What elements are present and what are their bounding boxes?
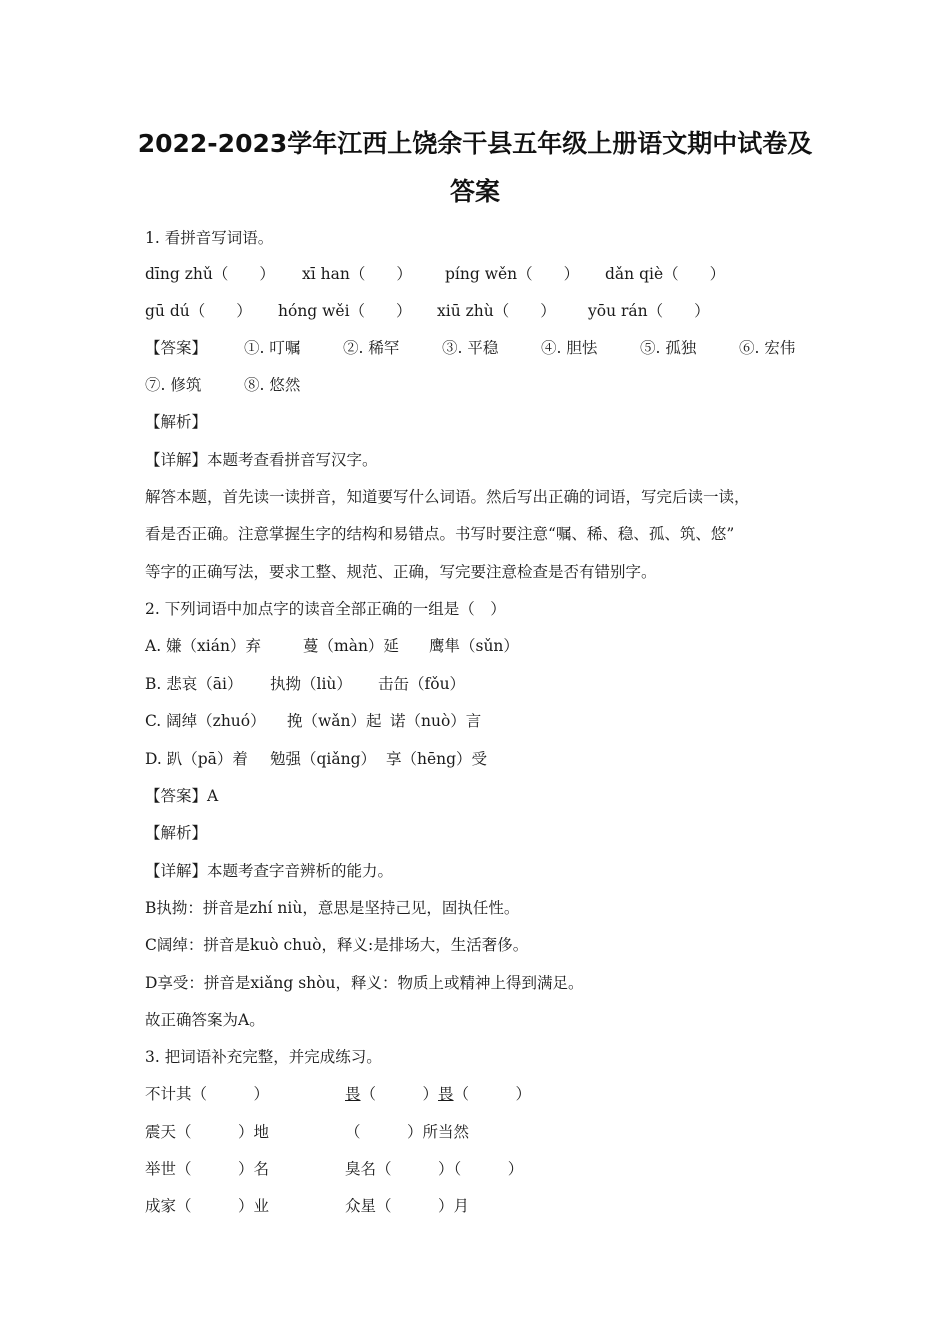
- q3-prompt: 3. 把词语补充完整，并完成练习。: [145, 1048, 382, 1066]
- q3-row-2: [145, 1120, 645, 1142]
- answer-item: ①. 叮嘱: [244, 339, 301, 357]
- option-word: 挽（wǎn）起: [287, 712, 382, 730]
- document-title-line-1: 2022-2023学年江西上饶余干县五年级上册语文期中试卷及: [137, 129, 813, 158]
- q2-analysis-label: 【解析】: [145, 824, 208, 842]
- document-title-line-2: 答案: [449, 177, 500, 206]
- q1-analysis-label: 【解析】: [145, 413, 208, 431]
- option-word: B. 悲哀（āi）: [145, 675, 243, 693]
- fill-blank-item: 成家（ ）业: [145, 1197, 270, 1215]
- option-word: 勉强（qiǎng）: [270, 750, 377, 768]
- q2-answer: 【答案】A: [145, 787, 219, 805]
- q3-row-4: [145, 1194, 645, 1216]
- q2-explanation-d: D享受：拼音是xiǎng shòu，释义：物质上或精神上得到满足。: [145, 974, 584, 992]
- fill-blank-item: （ ）所当然: [345, 1123, 470, 1141]
- pinyin-item: yōu rán（ ）: [588, 302, 710, 320]
- q2-detail: 【详解】本题考查字音辨析的能力。: [145, 862, 394, 880]
- q2-explanation-b: B执拗：拼音是zhí niù，意思是坚持己见，固执任性。: [145, 899, 520, 917]
- fill-blank-item: 举世（ ）名: [145, 1160, 270, 1178]
- q2-option-c: [145, 709, 645, 731]
- blank: （ ）: [453, 1085, 532, 1103]
- fill-blank-item: 众星（ ）月: [345, 1197, 470, 1215]
- answer-item: ④. 胆怯: [541, 339, 598, 357]
- fill-blank-item: [345, 1082, 531, 1104]
- option-word: 鹰隼（sǔn）: [429, 637, 519, 655]
- pinyin-item: xiū zhù（ ）: [437, 302, 556, 320]
- q1-pinyin-row-1: [145, 262, 845, 284]
- pinyin-item: xī han（ ）: [302, 265, 412, 283]
- q1-explanation-line: 等字的正确写法，要求工整、规范、正确，写完要注意检查是否有错别字。: [145, 563, 657, 581]
- fill-blank-item: 臭名（ ）（ ）: [345, 1160, 524, 1178]
- q1-answer-row-1: [145, 336, 825, 358]
- option-word: A. 嫌（xián）弃: [145, 637, 261, 655]
- q2-option-d: [145, 747, 645, 769]
- q1-explanation-line: 解答本题，首先读一读拼音，知道要写什么词语。然后写出正确的词语，写完后读一读，: [145, 488, 750, 506]
- q1-explanation-line: 看是否正确。注意掌握生字的结构和易错点。书写时要注意“嘱、稀、稳、孤、筑、悠”: [145, 525, 735, 543]
- answer-item: ⑤. 孤独: [640, 339, 697, 357]
- answer-item: ⑥. 宏伟: [739, 339, 796, 357]
- answer-item: ⑦. 修筑: [145, 376, 202, 394]
- option-word: D. 趴（pā）着: [145, 750, 248, 768]
- pinyin-item: hóng wěi（ ）: [278, 302, 412, 320]
- q1-prompt: 1. 看拼音写词语。: [145, 229, 274, 247]
- q2-option-a: [145, 634, 645, 656]
- answer-label: 【答案】: [145, 339, 208, 357]
- q2-explanation-c: C阔绰：拼音是kuò chuò，释义:是排场大，生活奢侈。: [145, 936, 529, 954]
- answer-item: ②. 稀罕: [343, 339, 400, 357]
- option-word: 诺（nuò）言: [390, 712, 482, 730]
- option-word: 蔓（màn）延: [303, 637, 399, 655]
- pinyin-item: gū dú（ ）: [145, 302, 252, 320]
- q1-detail: 【详解】本题考查看拼音写汉字。: [145, 451, 378, 469]
- q3-row-1: [145, 1082, 645, 1104]
- answer-item: ③. 平稳: [442, 339, 499, 357]
- option-word: 执拗（liù）: [270, 675, 352, 693]
- blank: （ ）: [360, 1085, 439, 1103]
- q2-option-b: [145, 672, 645, 694]
- option-word: 享（hēng）受: [386, 750, 488, 768]
- q3-row-3: [145, 1157, 645, 1179]
- q2-conclusion: 故正确答案为A。: [145, 1011, 265, 1029]
- pinyin-item: dǎn qiè（ ）: [605, 265, 726, 283]
- fill-blank-item: 不计其（ ）: [145, 1085, 270, 1103]
- answer-item: ⑧. 悠然: [244, 376, 301, 394]
- underlined-char: 畏: [345, 1085, 361, 1103]
- fill-blank-item: 震天（ ）地: [145, 1123, 270, 1141]
- pinyin-item: dīng zhǔ（ ）: [145, 265, 275, 283]
- underlined-char: 畏: [438, 1085, 454, 1103]
- q1-pinyin-row-2: [145, 299, 845, 321]
- q2-prompt: 2. 下列词语中加点字的读音全部正确的一组是（ ）: [145, 600, 506, 618]
- option-word: C. 阔绰（zhuó）: [145, 712, 266, 730]
- q1-answer-row-2: [145, 373, 445, 395]
- option-word: 击缶（fǒu）: [378, 675, 466, 693]
- pinyin-item: píng wěn（ ）: [445, 265, 580, 283]
